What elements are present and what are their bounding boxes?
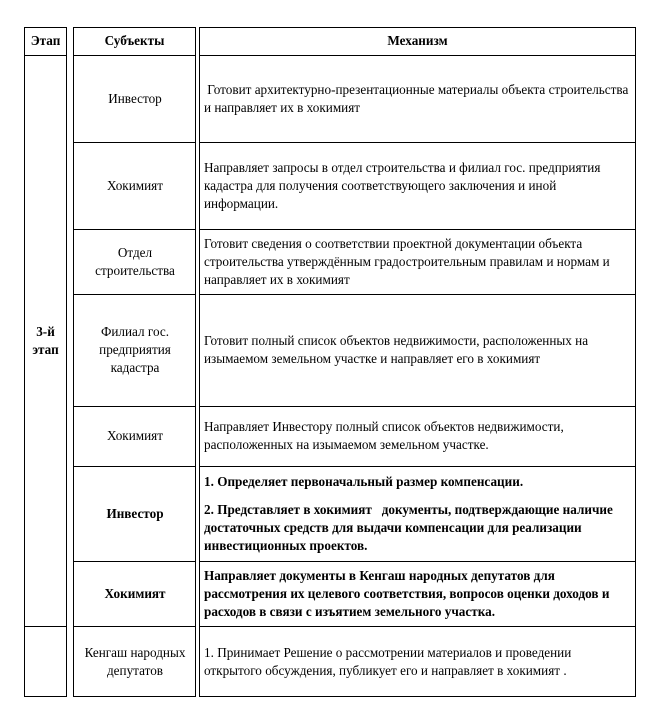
mechanism-cell: Направляет Инвестору полный список объектов недвижимости, расположенных на изымаемом земельном участке. [204, 419, 564, 452]
subject-cell: Инвестор [106, 505, 164, 521]
subject-cell: Хокимият [107, 428, 163, 443]
mechanism-cell: Направляет документы в Кенгаш народных депутатов для рассмотрения их целевого соответствия, вопросов оценки доходов и расходов в связи с изъятием земельного участка. [204, 567, 610, 619]
mechanism-cell: Направляет запросы в отдел строительства и филиал гос. предприятия кадастра для получения соответствующего заключения и иной информации. [204, 159, 601, 211]
mechanism-item: 1. Определяет первоначальный размер компенсации. [204, 473, 524, 489]
mechanism-item: 2. Представляет в хокимият документы, подтверждающие наличие достаточных средств для выдачи компенсации для реализации инвестиционных проектов. [204, 501, 617, 553]
stage-label-line2: этап [32, 341, 59, 357]
subject-cell: Хокимият [107, 177, 163, 193]
header-subjects: Субъекты [104, 33, 165, 48]
subject-cell: Инвестор [108, 90, 162, 106]
subject-cell: Кенгаш народных депутатов [84, 644, 186, 678]
mechanism-item-list [204, 473, 628, 555]
mechanism-cell: 1. Принимает Решение о рассмотрении материалов и проведении открытого обсуждения, публикует его и направляет в хокимият . [204, 644, 572, 678]
subject-cell: Хокимият [104, 585, 166, 601]
mechanism-cell: Готовит полный список объектов недвижимости, расположенных на изымаемом земельном участке и направляет его в хокимият [204, 333, 589, 366]
stage-divider [24, 626, 67, 627]
mechanism-cell: Готовит сведения о соответствии проектной документации объекта строительства утверждённым градостроительным правилам и нормам и направляет их в хокимият [204, 235, 610, 287]
header-mechanism: Механизм [387, 33, 448, 48]
subject-cell: Филиал гос. предприятия кадастра [99, 324, 171, 375]
mechanism-cell [204, 466, 628, 561]
stage-label [24, 55, 67, 626]
stage-label-line1: 3-й [36, 323, 55, 339]
mechanism-cell: Готовит архитектурно-презентационные материалы объекта строительства и направляет их в хокимият [204, 81, 632, 115]
header-stage: Этап [30, 33, 61, 48]
subject-cell: Отдел строительства [95, 244, 175, 278]
